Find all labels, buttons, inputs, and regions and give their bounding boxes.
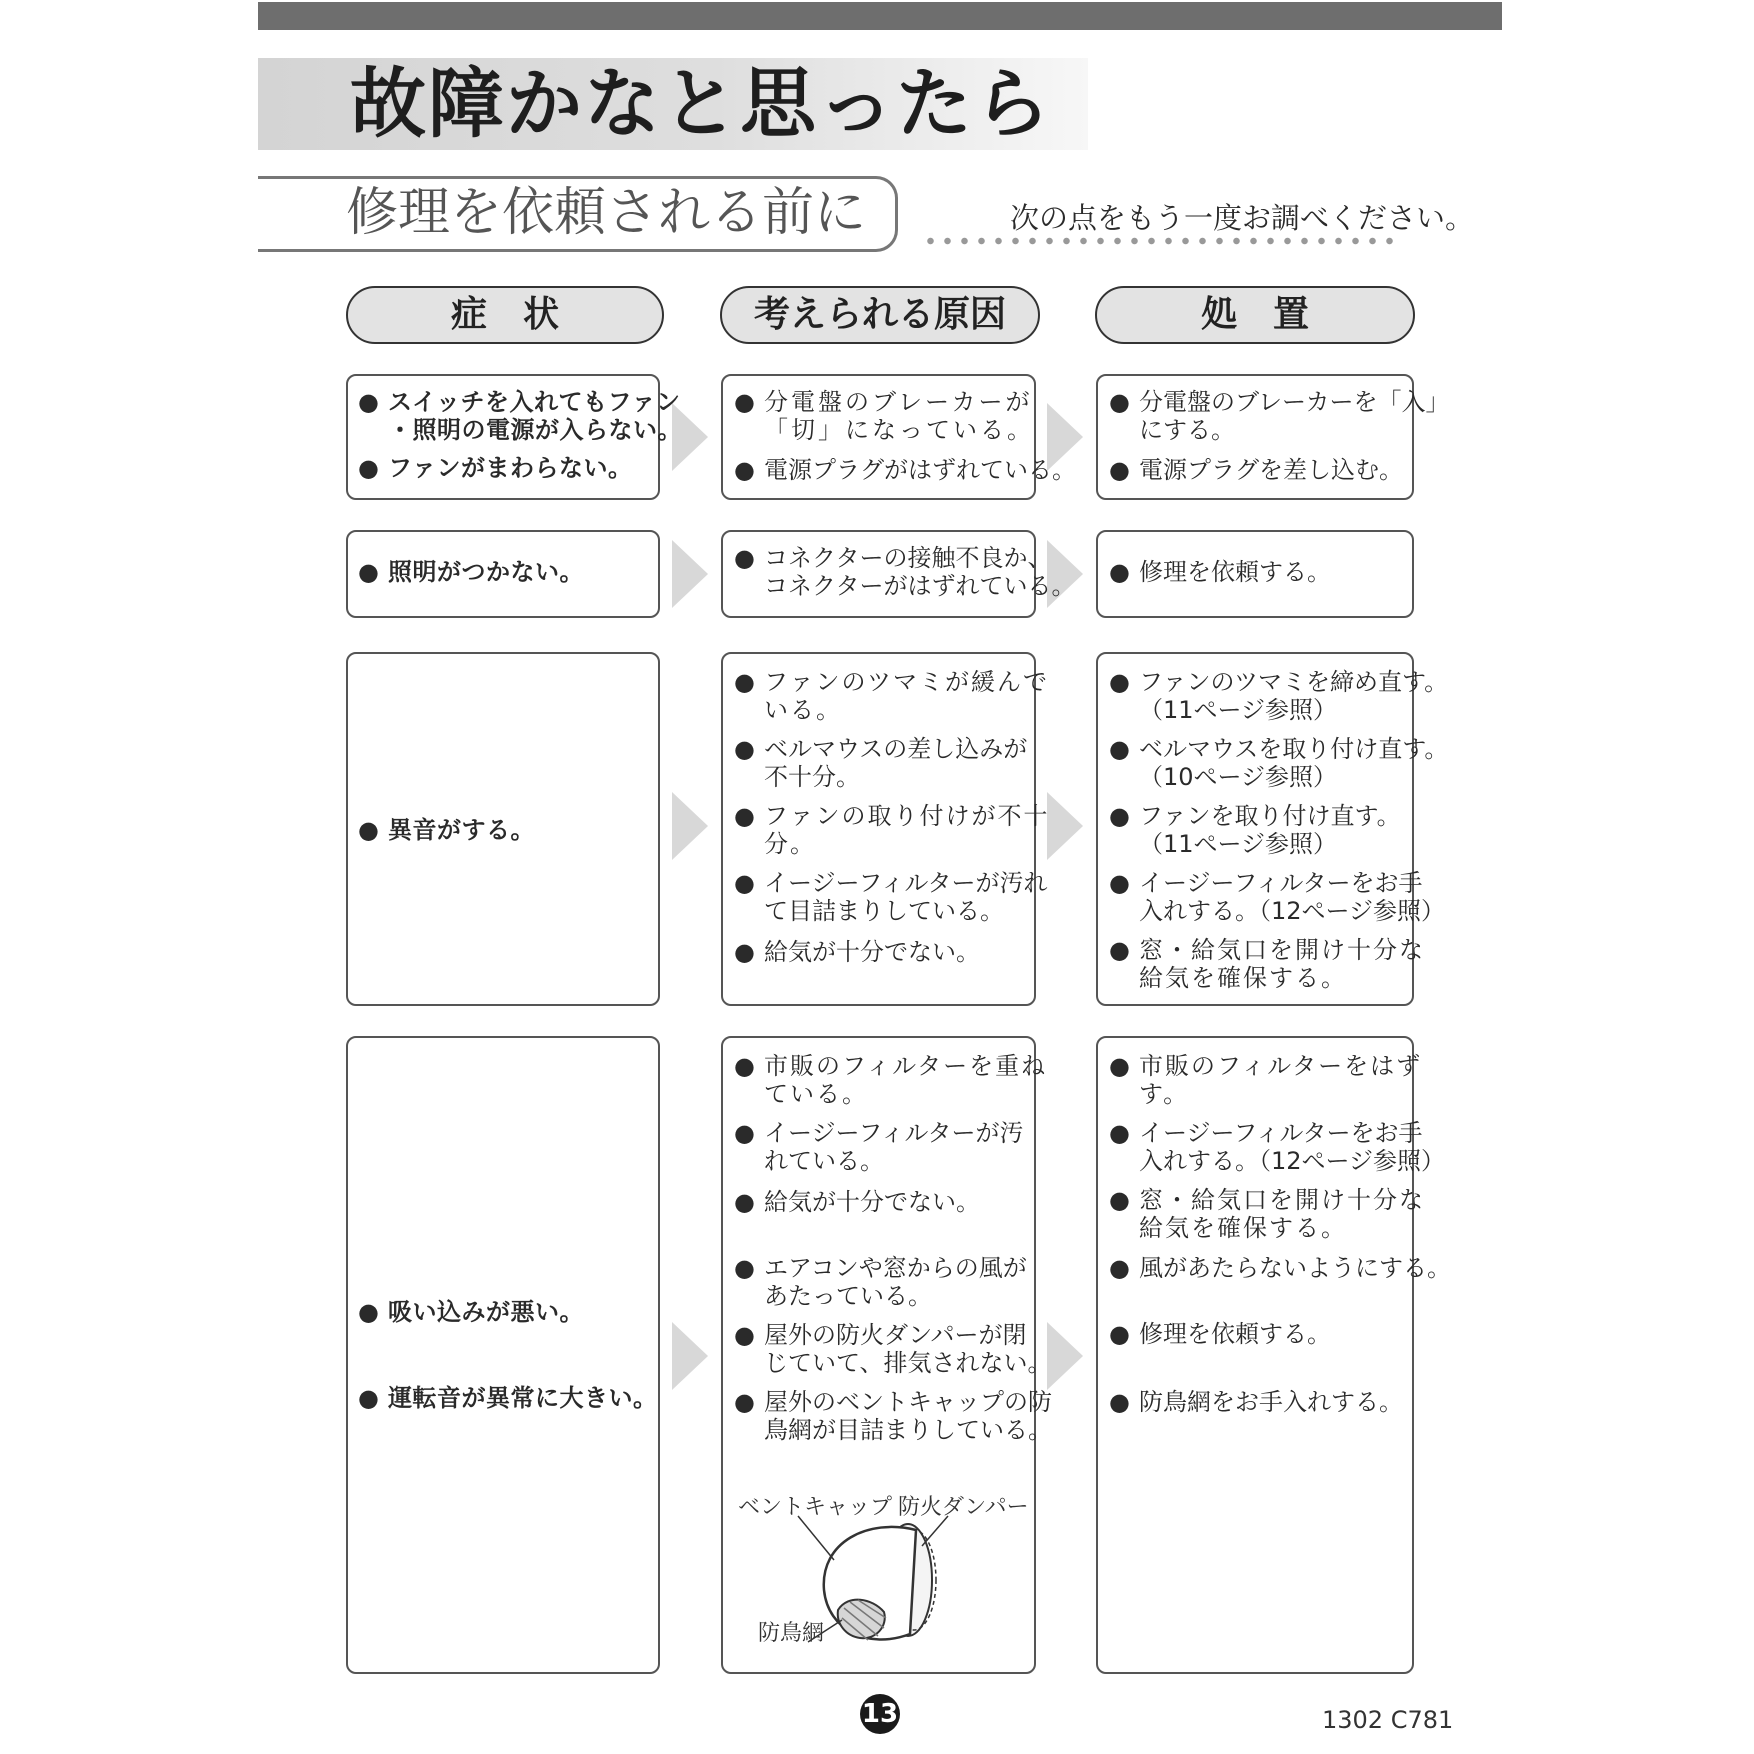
cause-item: ● 給気が十分でない。	[734, 938, 980, 966]
cause-item: ● 屋外のベントキャップの防 鳥網が目詰まりしている。	[734, 1388, 1052, 1444]
bullet-icon: ●	[734, 1052, 757, 1080]
vent-cap-illustration	[738, 1490, 1030, 1660]
remedy-item: ● イージーフィルターをお手 入れする。（12ページ参照）	[1109, 869, 1446, 925]
bullet-icon: ●	[1109, 558, 1130, 586]
bullet-icon: ●	[1109, 1388, 1130, 1416]
top-rule	[258, 2, 1502, 30]
arrow-right-icon	[1047, 792, 1083, 860]
bullet-icon: ●	[358, 558, 380, 586]
remedy-item: ● ファンを取り付け直す。 （11ページ参照）	[1109, 802, 1401, 858]
arrow-right-icon	[672, 792, 708, 860]
arrow-right-icon	[672, 1322, 708, 1390]
cause-item: ● ファンのツマミが緩んで いる。	[734, 668, 1050, 724]
bullet-icon: ●	[734, 802, 757, 830]
bullet-icon: ●	[734, 456, 755, 484]
remedy-item: ● 修理を依頼する。	[1109, 1320, 1331, 1348]
symptom-item: ● 運転音が異常に大きい。	[358, 1384, 658, 1412]
bullet-icon: ●	[358, 454, 380, 482]
bullet-icon: ●	[1109, 735, 1130, 763]
bullet-icon: ●	[358, 1384, 380, 1412]
bullet-icon: ●	[734, 668, 757, 696]
column-header-symptom: 症 状	[346, 286, 664, 344]
remedy-item: ● イージーフィルターをお手 入れする。（12ページ参照）	[1109, 1119, 1446, 1175]
cause-item: ● イージーフィルターが汚 れている。	[734, 1119, 1024, 1175]
bullet-icon: ●	[358, 816, 380, 844]
bullet-icon: ●	[734, 1321, 755, 1349]
remedy-item: ● 市販のフィルターをはず す。	[1109, 1052, 1423, 1108]
dotted-leader	[922, 237, 1402, 245]
arrow-right-icon	[1047, 1322, 1083, 1390]
bullet-icon: ●	[1109, 1052, 1132, 1080]
remedy-item: ● 修理を依頼する。	[1109, 558, 1331, 586]
bullet-icon: ●	[1109, 1186, 1132, 1214]
bullet-icon: ●	[1109, 869, 1130, 897]
cause-item: ● 給気が十分でない。	[734, 1188, 980, 1216]
arrow-right-icon	[672, 540, 708, 608]
bullet-icon: ●	[734, 1188, 755, 1216]
vent-cap-label: ベントキャップ	[738, 1495, 893, 1520]
cause-item: ● 屋外の防火ダンパーが閉 じていて、排気されない。	[734, 1321, 1052, 1377]
symptom-item: ● 異音がする。	[358, 816, 535, 844]
cause-item: ● 電源プラグがはずれている。	[734, 456, 1076, 484]
cause-item: ● イージーフィルターが汚れ て目詰まりしている。	[734, 869, 1048, 925]
cause-item: ● ベルマウスの差し込みが 不十分。	[734, 735, 1028, 791]
remedy-item: ● ベルマウスを取り付け直す。 （10ページ参照）	[1109, 735, 1449, 791]
remedy-item: ● 窓・給気口を開け十分な 給気を確保する。	[1109, 936, 1425, 992]
bullet-icon: ●	[734, 388, 758, 416]
remedy-item: ● 電源プラグを差し込む。	[1109, 456, 1403, 484]
bullet-icon: ●	[1109, 802, 1130, 830]
bullet-icon: ●	[1109, 668, 1130, 696]
page-title: 故障かなと思ったら	[350, 59, 1052, 148]
bullet-icon: ●	[358, 1298, 380, 1326]
bullet-icon: ●	[1109, 1119, 1130, 1147]
bullet-icon: ●	[1109, 456, 1130, 484]
cause-item: ● コネクターの接触不良か、 コネクターがはずれている。	[734, 544, 1076, 600]
symptom-item: ● 照明がつかない。	[358, 558, 584, 586]
check-note: 次の点をもう一度お調べください。	[1010, 201, 1475, 235]
bullet-icon: ●	[734, 938, 755, 966]
remedy-item: ● 防鳥網をお手入れする。	[1109, 1388, 1403, 1416]
cause-item: ● エアコンや窓からの風が あたっている。	[734, 1254, 1027, 1310]
remedy-item: ● 窓・給気口を開け十分な 給気を確保する。	[1109, 1186, 1425, 1242]
bullet-icon: ●	[1109, 1254, 1130, 1282]
bullet-icon: ●	[734, 869, 755, 897]
symptom-item: ● 吸い込みが悪い。	[358, 1298, 584, 1326]
remedy-item: ● 分電盤のブレーカーを「入」 にする。	[1109, 388, 1450, 444]
bullet-icon: ●	[1109, 1320, 1130, 1348]
cause-item: ● 市販のフィルターを重ね ている。	[734, 1052, 1048, 1108]
symptom-item: ● スイッチを入れてもファン ・照明の電源が入らない。	[358, 388, 682, 444]
symptom-item: ● ファンがまわらない。	[358, 454, 633, 482]
bullet-icon: ●	[1109, 936, 1132, 964]
cause-item: ● ファンの取り付けが不十 分。	[734, 802, 1050, 858]
bullet-icon: ●	[734, 1254, 755, 1282]
document-code: 1302 C781	[1322, 1706, 1454, 1734]
symptom-box-4	[346, 1036, 660, 1674]
fire-damper-label: 防火ダンパー	[898, 1495, 1029, 1520]
cause-item: ● 分電盤のブレーカーが 「切」になっている。	[734, 388, 1034, 444]
remedy-item: ● ファンのツマミを締め直す。 （11ページ参照）	[1109, 668, 1449, 724]
column-header-cause: 考えられる原因	[720, 286, 1040, 344]
bullet-icon: ●	[358, 388, 380, 416]
bullet-icon: ●	[734, 735, 755, 763]
section-subtitle: 修理を依頼される前に	[346, 183, 867, 243]
bird-net-label: 防鳥網	[758, 1621, 825, 1646]
bullet-icon: ●	[734, 544, 755, 572]
remedy-item: ● 風があたらないようにする。	[1109, 1254, 1451, 1282]
bullet-icon: ●	[734, 1119, 755, 1147]
bullet-icon: ●	[734, 1388, 755, 1416]
bullet-icon: ●	[1109, 388, 1130, 416]
column-header-remedy: 処 置	[1095, 286, 1415, 344]
page-number: 13	[860, 1694, 900, 1734]
